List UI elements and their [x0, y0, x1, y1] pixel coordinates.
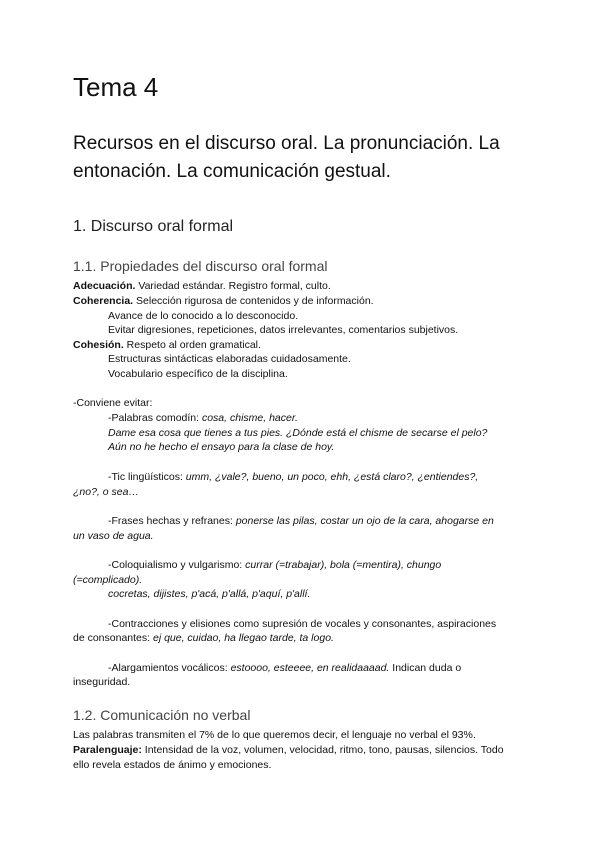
cohesion-text: Respeto al orden gramatical.	[123, 339, 261, 351]
alargamientos-text-1: Indican duda o	[389, 662, 462, 674]
contracciones-line: -Contracciones y elisiones como supresión de vocales y consonantes, aspiraciones	[108, 618, 497, 630]
section-heading-1: 1. Discurso oral formal	[73, 218, 234, 235]
tic-examples-2: ¿no?, o sea…	[73, 486, 139, 498]
frases-examples-2: un vaso de agua.	[73, 530, 154, 542]
no-verbal-text: Las palabras transmiten el 7% de lo que queremos decir, el lenguaje no verbal el 93%.	[73, 729, 476, 741]
coherencia-line	[73, 294, 374, 309]
frases-label: -Frases hechas y refranes:	[108, 515, 236, 527]
cohesion-label: Cohesión.	[73, 339, 124, 351]
alargamientos-examples: estoooo, esteeee, en realidaaaad.	[230, 662, 390, 674]
alargamientos-line-2: inseguridad.	[73, 676, 131, 688]
coloquialismo-examples-3: cocretas, dijistes, p'acá, p'allá, p'aquí, p'allí.	[108, 588, 311, 600]
cohesion-sub-1: Estructuras sintácticas elaboradas cuidadosamente.	[108, 353, 351, 365]
coloquialismo-label: -Coloquialismo y vulgarismo:	[108, 559, 246, 571]
coloquialismo-examples-2: (=complicado).	[73, 574, 143, 586]
adecuacion-text: Variedad estándar. Registro formal, culto.	[135, 280, 331, 292]
tic-line	[108, 470, 478, 485]
coherencia-text: Selección rigurosa de contenidos y de información.	[133, 295, 374, 307]
contracciones-examples: ej que, cuidao, ha llegao tarde, ta logo.	[152, 632, 334, 644]
comodin-label: -Palabras comodín:	[108, 412, 202, 424]
tic-examples-1: umm, ¿vale?, bueno, un poco, ehh, ¿está claro?, ¿entiendes?,	[185, 471, 479, 483]
alargamientos-label: -Alargamientos vocálicos:	[108, 662, 231, 674]
section-heading-1-2: 1.2. Comunicación no verbal	[73, 707, 251, 723]
paralenguaje-label: Paralenguaje:	[73, 744, 142, 756]
frases-line	[108, 514, 494, 529]
tic-line-2	[73, 485, 139, 500]
coherencia-sub-2: Evitar digresiones, repeticiones, datos irrelevantes, comentarios subjetivos.	[108, 324, 459, 336]
coloquialismo-examples-1: currar (=trabajar), bola (=mentira), chungo	[245, 559, 442, 571]
paralenguaje-line-2: ello revela estados de ánimo y emociones.	[73, 759, 272, 771]
coloquialismo-line-3	[108, 587, 310, 602]
alargamientos-line	[108, 661, 461, 676]
tic-label: -Tic lingüísticos:	[108, 471, 186, 483]
contracciones-line-2	[73, 631, 334, 646]
comodin-example-2-text: Aún no he hecho el ensayo para la clase de hoy.	[108, 441, 335, 453]
coherencia-sub-1: Avance de lo conocido a lo desconocido.	[108, 310, 299, 322]
page-title: Tema 4	[73, 72, 159, 102]
coherencia-label: Coherencia.	[73, 295, 134, 307]
adecuacion-label: Adecuación.	[73, 280, 136, 292]
paralenguaje-line	[73, 743, 504, 758]
coloquialismo-line	[108, 558, 441, 573]
cohesion-line	[73, 338, 261, 353]
comodin-example-1-text: Dame esa cosa que tienes a tus pies. ¿Dónde está el chisme de secarse el pelo?	[108, 427, 488, 439]
coloquialismo-line-2	[73, 573, 142, 588]
page-subtitle: Recursos en el discurso oral. La pronunciación. La entonación. La comunicación gestual.	[73, 133, 500, 182]
frases-examples-1: ponerse las pilas, costar un ojo de la cara, ahogarse en	[235, 515, 494, 527]
comodin-example-1	[108, 426, 487, 441]
paralenguaje-text-1: Intensidad de la voz, volumen, velocidad, ritmo, tono, pausas, silencios. Todo	[141, 744, 504, 756]
cohesion-sub-2: Vocabulario específico de la disciplina.	[108, 368, 288, 380]
contracciones-label-2: de consonantes:	[73, 632, 153, 644]
comodin-example-2	[108, 440, 334, 455]
comodin-examples: cosa, chisme, hacer.	[201, 412, 298, 424]
adecuacion-line	[73, 279, 331, 294]
frases-line-2	[73, 529, 154, 544]
conviene-evitar: -Conviene evitar:	[73, 397, 153, 409]
section-heading-1-1: 1.1. Propiedades del discurso oral formal	[73, 258, 328, 274]
comodin-line	[108, 411, 298, 426]
